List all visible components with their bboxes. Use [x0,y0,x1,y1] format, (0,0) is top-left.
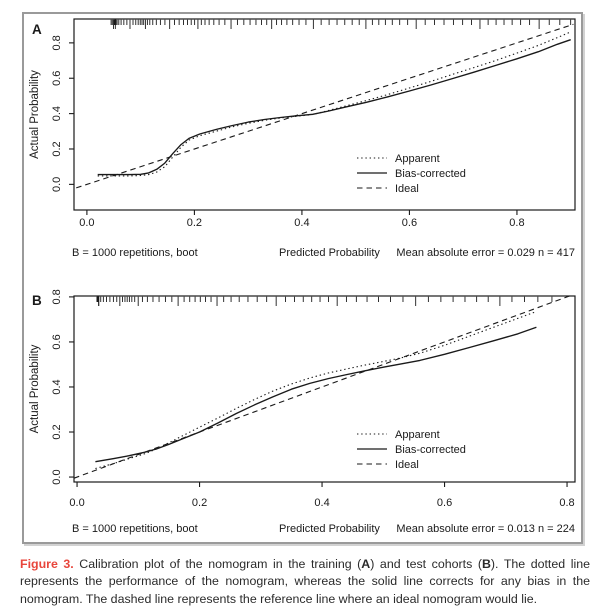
panel-b [29,289,575,535]
y-tick-label: 0.6 [51,334,63,350]
figure-caption-panel-b-ref: B [481,557,491,571]
x-tick-label: 0.0 [79,217,95,229]
y-tick-label: 0.4 [51,105,63,122]
x-axis-label: Predicted Probability [279,247,380,259]
figure-caption-text: Calibration plot of the nomogram in the training ( [73,557,362,571]
x-tick-label: 0.8 [559,497,575,509]
series-line-apparent [95,312,536,469]
series-line-bias-corrected [95,327,536,461]
series-line-apparent [98,32,571,176]
footer-left-label: B = 1000 repetitions, boot [72,247,198,259]
y-tick-label: 0.2 [51,424,63,440]
panel-label: A [32,22,42,37]
legend-label: Apparent [395,429,440,441]
series-line-ideal [76,24,573,188]
legend-label: Ideal [395,459,419,471]
legend-label: Apparent [395,153,440,165]
x-tick-label: 0.4 [294,217,310,229]
y-tick-label: 0.6 [51,70,63,86]
legend-label: Bias-corrected [395,168,466,180]
legend-label: Ideal [395,183,419,195]
legend-label: Bias-corrected [395,444,466,456]
x-axis-label: Predicted Probability [279,523,380,535]
y-tick-label: 0.0 [51,469,63,485]
figure-caption-label: Figure 3. [20,557,74,571]
panel-label: B [32,293,42,308]
x-tick-label: 0.2 [186,217,203,229]
panel-a [29,19,575,259]
y-axis-label: Actual Probability [29,70,41,159]
x-tick-label: 0.6 [436,497,453,509]
series-line-ideal [74,295,573,479]
y-tick-label: 0.8 [51,35,63,51]
y-tick-label: 0.2 [51,141,63,157]
footer-right-label: Mean absolute error = 0.029 n = 417 [396,247,575,259]
x-tick-label: 0.0 [69,497,85,509]
x-tick-label: 0.8 [509,217,525,229]
footer-right-label: Mean absolute error = 0.013 n = 224 [396,523,575,535]
y-axis-label: Actual Probability [29,344,41,434]
plot-frame [74,19,575,210]
x-tick-label: 0.2 [191,497,208,509]
x-tick-label: 0.4 [314,497,330,509]
y-tick-label: 0.0 [51,176,63,193]
figure-caption-text: ) and test cohorts ( [370,557,482,571]
figure-panel-box [22,12,583,544]
figure-caption [20,556,590,608]
figure-caption-text: ). The dotted line represents the performance of the nomogram, whereas the solid line corrects for any bias in the nomogram. The dashed line represents the reference line where an ideal nomogram would lie. [20,557,590,606]
x-tick-label: 0.6 [401,217,418,229]
y-tick-label: 0.8 [51,289,63,305]
footer-left-label: B = 1000 repetitions, boot [72,523,198,535]
series-line-bias-corrected [98,40,571,175]
y-tick-label: 0.4 [51,379,63,395]
calibration-plots-svg [24,14,581,542]
figure-caption-panel-a-ref: A [361,557,371,571]
plot-frame [74,296,575,482]
